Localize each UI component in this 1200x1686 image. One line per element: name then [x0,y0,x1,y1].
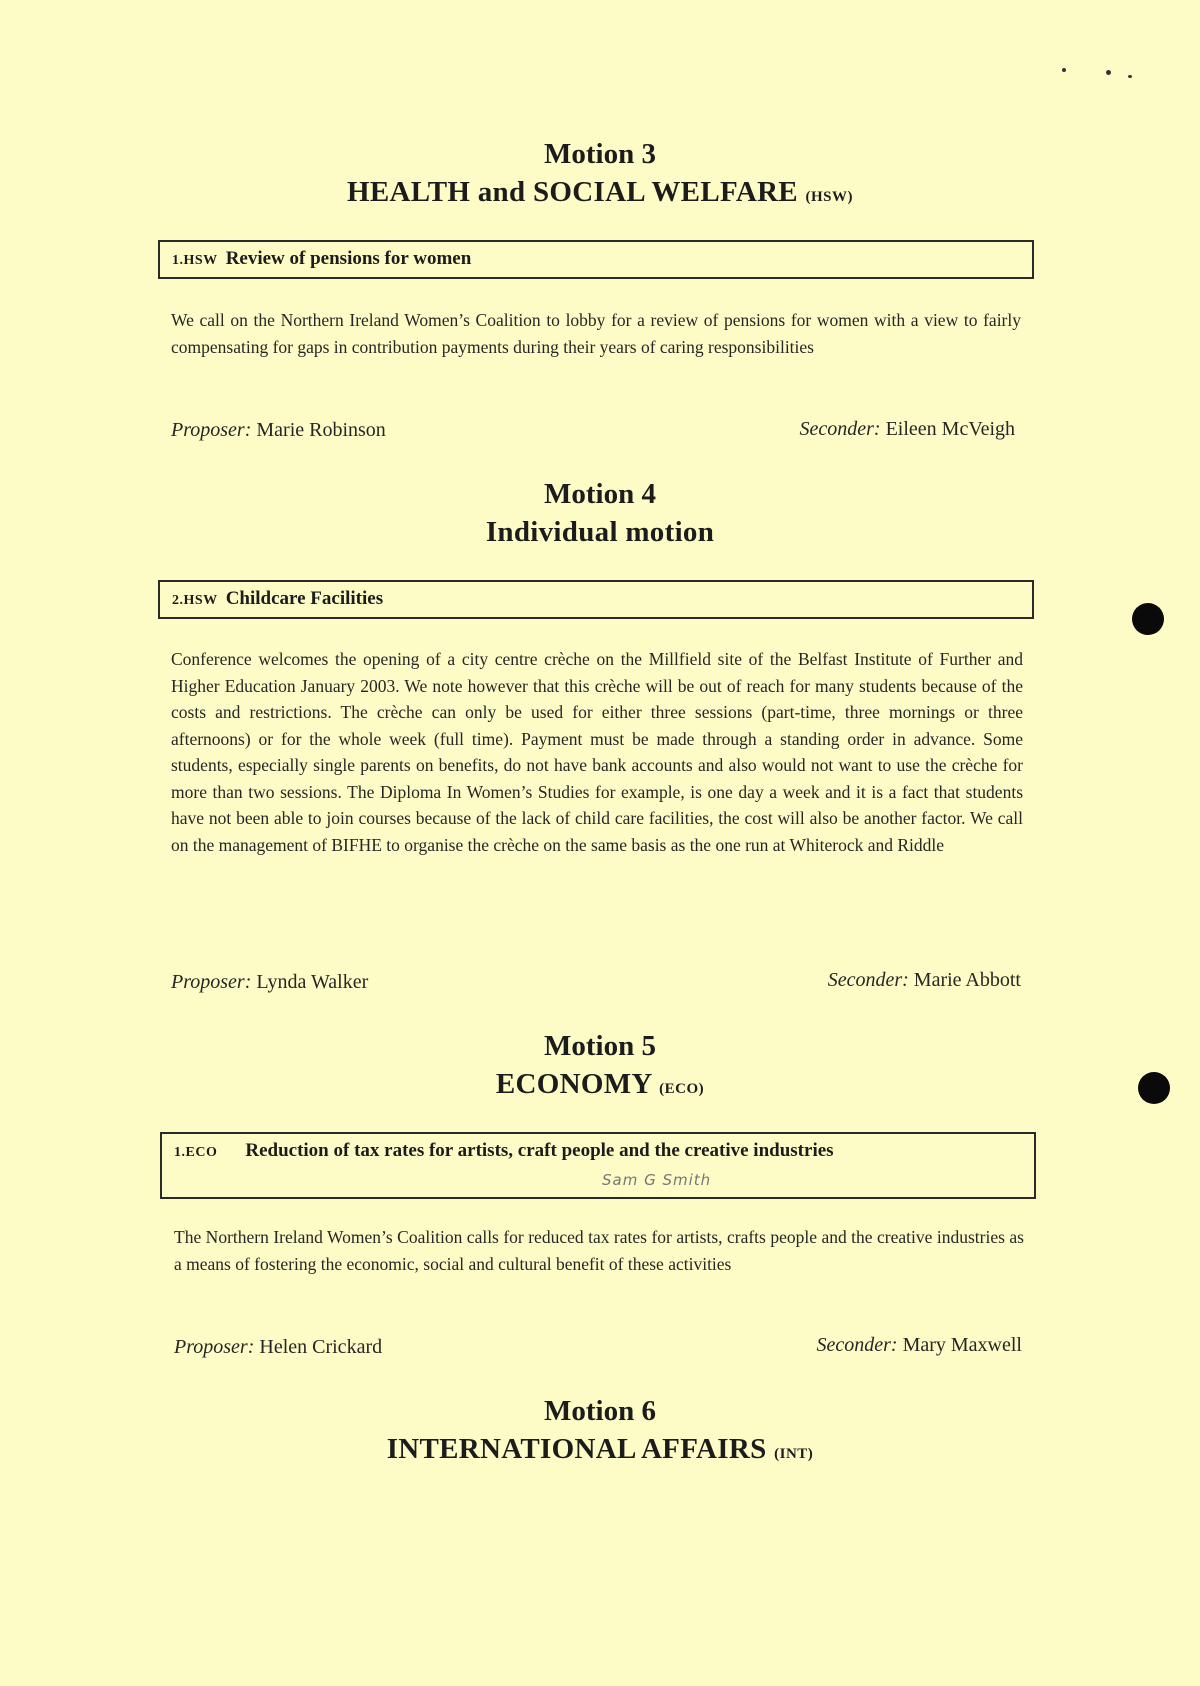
motion-title-text: HEALTH and SOCIAL WELFARE [346,175,798,208]
motion-title [0,1066,1200,1104]
resolution-title: Review of pensions for women [225,248,472,269]
resolution-code: 1.HSW [172,253,218,268]
seconder-label: Seconder: [816,1334,898,1356]
motion-number: Motion 4 [544,478,656,510]
motion-code: (HSW) [805,188,854,205]
proposer-name: Marie Robinson [256,419,386,441]
motion-title-text: ECONOMY [495,1067,652,1100]
resolution-code: 2.HSW [172,593,218,608]
seconder-name: Eileen McVeigh [885,418,1015,440]
seconder-label: Seconder: [799,418,881,440]
scan-marks [1060,66,1140,80]
punch-hole-upper [1132,603,1164,635]
proposer-label: Proposer: [171,971,252,993]
motion-title [0,1431,1200,1469]
resolution-box-1hsw [158,240,1034,279]
proposer-name: Lynda Walker [256,971,369,993]
seconder-name: Mary Maxwell [902,1334,1022,1356]
motion-code: (ECO) [659,1080,705,1097]
resolution-title: Childcare Facilities [225,588,384,609]
motion-5-proposer [174,1336,382,1359]
motion-number: Motion 3 [544,138,656,170]
motion-number: Motion 6 [544,1395,656,1427]
motion-title-text: INTERNATIONAL AFFAIRS [386,1432,767,1465]
motion-3-seconder [800,418,1015,441]
handwritten-note: Sam G Smith [602,1171,712,1189]
motion-4-body: Conference welcomes the opening of a city centre crèche on the Millfield site of the Belfast Institute of Further and Higher Education January 2003. We note however that this crèche will be out of reach for many students because of the costs and restrictions. The crèche can only be used for either three sessions (part-time, three mornings or three afternoons) or for the whole week (full time). Payment must be made through a standing order in advance. Some students, especially single parents on benefits, do not have bank accounts and also would not want to use the crèche for more than two sessions. The Diploma In Women’s Studies for example, is one day a week and it is a fact that students have not been able to join courses because of the lack of child care facilities, the cost will also be another factor. We call on the management of BIFHE to organise the crèche on the same basis as the one run at Whiterock and Riddle [171,649,1023,855]
motion-title: Individual motion [485,515,715,548]
seconder-label: Seconder: [827,969,909,991]
motion-3-proposer [171,419,386,442]
proposer-name: Helen Crickard [259,1336,383,1358]
motion-4-seconder [828,969,1021,992]
proposer-label: Proposer: [171,419,252,441]
motion-5-body: The Northern Ireland Women’s Coalition calls for reduced tax rates for artists, crafts people and the creative industries as a means of fostering the economic, social and cultural benefit of these activities [174,1227,1024,1274]
resolution-box-1eco [160,1132,1036,1199]
resolution-code: 1.ECO [174,1145,218,1160]
motion-title [0,174,1200,212]
motion-5-seconder [817,1334,1023,1357]
seconder-name: Marie Abbott [913,969,1021,991]
resolution-title: Reduction of tax rates for artists, craft people and the creative industries [245,1140,834,1161]
resolution-box-2hsw [158,580,1034,619]
motion-number: Motion 5 [544,1030,656,1062]
motion-3-heading [0,136,1200,211]
motion-3-body: We call on the Northern Ireland Women’s Coalition to lobby for a review of pensions for women with a view to fairly compensating for gaps in contribution payments during their years of caring responsibilities [171,310,1021,357]
proposer-label: Proposer: [174,1336,255,1358]
motion-6-heading [0,1393,1200,1468]
motion-code: (INT) [774,1445,814,1462]
motion-4-proposer [171,971,368,994]
motion-5-heading [0,1028,1200,1103]
motion-4-heading [0,476,1200,551]
